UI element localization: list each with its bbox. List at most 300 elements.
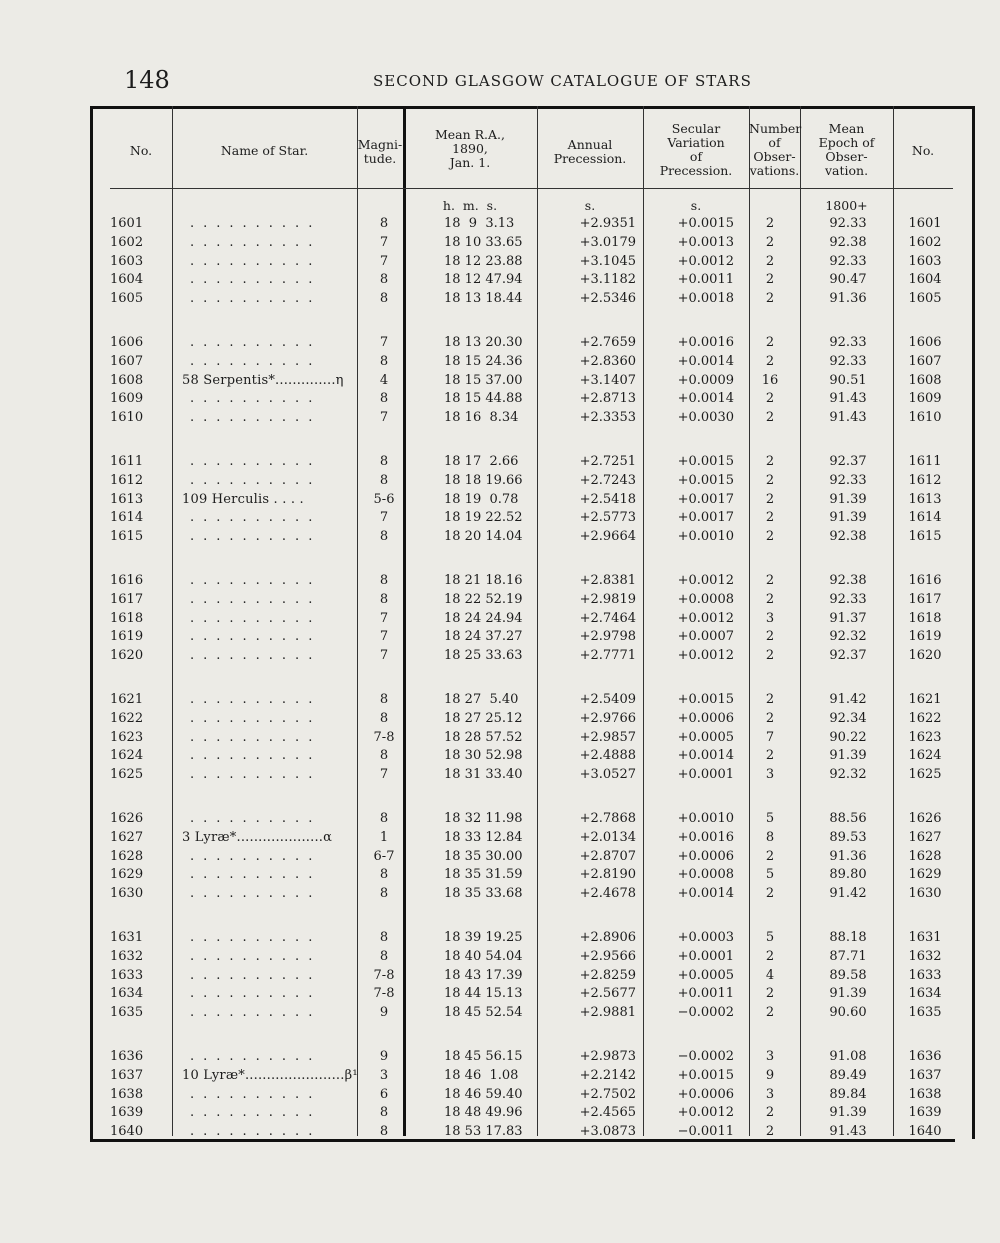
- secular-variation: +0.0018: [677, 291, 734, 307]
- annual-precession: +3.0527: [579, 767, 636, 783]
- number-observations: 2: [765, 410, 775, 426]
- star-number-right: 1615: [908, 529, 942, 545]
- star-number-right: 1632: [908, 948, 942, 964]
- table-row: [0, 291, 1000, 309]
- annual-precession: +2.7502: [579, 1086, 636, 1102]
- star-number: 1618: [110, 610, 144, 626]
- star-number: 1613: [110, 491, 144, 507]
- mean-ra: 18 9 3.13: [444, 216, 515, 231]
- secular-variation: +0.0012: [677, 648, 734, 664]
- magnitude: 8: [379, 930, 389, 945]
- table-row: [0, 886, 1000, 904]
- star-number-right: 1622: [908, 710, 942, 726]
- secular-variation: +0.0014: [677, 886, 734, 902]
- star-number-right: 1639: [908, 1105, 942, 1121]
- star-number-right: 1611: [908, 454, 942, 469]
- mean-epoch: 91.36: [829, 848, 867, 864]
- table-row: [0, 849, 1000, 867]
- mean-ra: 18 27 5.40: [444, 692, 519, 707]
- mean-epoch: 92.34: [829, 710, 867, 726]
- secular-variation: +0.0006: [677, 1086, 734, 1102]
- magnitude: 8: [379, 748, 389, 764]
- number-observations: 7: [765, 729, 775, 745]
- annual-precession: +2.9664: [579, 529, 636, 545]
- mean-ra: 18 24 37.27: [444, 629, 523, 645]
- star-number: 1633: [110, 967, 144, 983]
- page-number: 148: [124, 66, 170, 94]
- star-number: 1608: [110, 372, 144, 388]
- mean-epoch: 92.37: [829, 454, 867, 469]
- star-number: 1605: [110, 291, 144, 307]
- number-observations: 2: [765, 1105, 775, 1121]
- magnitude: 7: [379, 629, 389, 645]
- magnitude: 4: [379, 372, 389, 388]
- mean-epoch: 89.58: [829, 967, 867, 983]
- table-row: [0, 373, 1000, 391]
- table-row: [0, 692, 1000, 710]
- star-number: 1619: [110, 629, 144, 645]
- secular-variation: +0.0030: [677, 410, 734, 426]
- number-observations: 2: [765, 491, 775, 507]
- magnitude: 7: [379, 253, 389, 269]
- number-observations: 2: [765, 1005, 775, 1021]
- leader-dots: ..........: [190, 729, 322, 745]
- leader-dots: ..........: [190, 610, 322, 626]
- table-row: [0, 272, 1000, 290]
- leader-dots: ..........: [190, 591, 322, 607]
- annual-precession: +2.5773: [579, 510, 636, 526]
- annual-precession: +2.9566: [579, 948, 636, 964]
- table-row: [0, 830, 1000, 848]
- star-number-right: 1638: [908, 1086, 942, 1102]
- mean-ra: 18 25 33.63: [444, 648, 523, 664]
- secular-variation: +0.0005: [677, 967, 734, 983]
- number-observations: 9: [765, 1067, 775, 1083]
- mean-ra: 18 24 24.94: [444, 610, 523, 626]
- leader-dots: ..........: [190, 335, 322, 350]
- secular-variation: −0.0011: [677, 1124, 734, 1140]
- leader-dots: ..........: [190, 1086, 322, 1102]
- mean-epoch: 92.33: [829, 216, 867, 231]
- star-number-right: 1621: [908, 692, 942, 707]
- star-number: 1621: [110, 692, 144, 707]
- star-name: 109 Herculis . . . .: [182, 491, 304, 507]
- leader-dots: ..........: [190, 1124, 322, 1140]
- leader-dots: ..........: [190, 867, 322, 883]
- star-number: 1640: [110, 1124, 144, 1140]
- leader-dots: ..........: [190, 216, 322, 231]
- magnitude: 5-6: [373, 491, 395, 507]
- star-number: 1622: [110, 710, 144, 726]
- mean-ra: 18 12 47.94: [444, 272, 523, 288]
- mean-ra: 18 40 54.04: [444, 948, 523, 964]
- mean-ra: 18 45 52.54: [444, 1005, 523, 1021]
- star-number-right: 1637: [908, 1067, 942, 1083]
- star-number-right: 1620: [908, 648, 942, 664]
- star-number-right: 1619: [908, 629, 942, 645]
- leader-dots: ..........: [190, 391, 322, 407]
- star-number-right: 1604: [908, 272, 942, 288]
- secular-variation: +0.0006: [677, 848, 734, 864]
- secular-variation: +0.0016: [677, 335, 734, 350]
- number-observations: 4: [765, 967, 775, 983]
- magnitude: 9: [379, 1049, 389, 1064]
- table-row: [0, 1068, 1000, 1086]
- annual-precession: +2.4565: [579, 1105, 636, 1121]
- star-number-right: 1627: [908, 829, 942, 845]
- star-number-right: 1613: [908, 491, 942, 507]
- mean-epoch: 91.43: [829, 1124, 867, 1140]
- mean-epoch: 91.39: [829, 1105, 867, 1121]
- mean-epoch: 92.37: [829, 648, 867, 664]
- star-number: 1625: [110, 767, 144, 783]
- table-row: [0, 235, 1000, 253]
- annual-precession: +3.0873: [579, 1124, 636, 1140]
- magnitude: 7: [379, 648, 389, 664]
- mean-ra: 18 17 2.66: [444, 454, 519, 469]
- star-number-right: 1617: [908, 591, 942, 607]
- secular-variation: +0.0012: [677, 253, 734, 269]
- table-row: [0, 592, 1000, 610]
- leader-dots: ..........: [190, 573, 322, 588]
- magnitude: 7: [379, 234, 389, 250]
- magnitude: 7-8: [373, 986, 395, 1002]
- annual-precession: +2.9881: [579, 1005, 636, 1021]
- table-row: [0, 711, 1000, 729]
- star-number-right: 1630: [908, 886, 942, 902]
- star-number: 1631: [110, 930, 144, 945]
- number-observations: 2: [765, 291, 775, 307]
- number-observations: 2: [765, 986, 775, 1002]
- leader-dots: ..........: [190, 272, 322, 288]
- star-number: 1602: [110, 234, 144, 250]
- mean-epoch: 88.18: [829, 930, 867, 945]
- mean-ra: 18 27 25.12: [444, 710, 523, 726]
- mean-epoch: 88.56: [829, 811, 867, 826]
- number-observations: 2: [765, 234, 775, 250]
- header-mean-epoch: Mean Epoch of Obser- vation.: [818, 121, 875, 178]
- annual-precession: +3.1407: [579, 372, 636, 388]
- mean-ra: 18 35 33.68: [444, 886, 523, 902]
- secular-variation: +0.0005: [677, 729, 734, 745]
- secular-variation: +0.0011: [677, 986, 734, 1002]
- leader-dots: ..........: [190, 234, 322, 250]
- unit-ra: h. m. s.: [442, 198, 498, 213]
- number-observations: 2: [765, 710, 775, 726]
- number-observations: 8: [765, 829, 775, 845]
- mean-epoch: 92.33: [829, 472, 867, 488]
- magnitude: 7-8: [373, 967, 395, 983]
- star-number-right: 1618: [908, 610, 942, 626]
- secular-variation: +0.0013: [677, 234, 734, 250]
- star-number: 1609: [110, 391, 144, 407]
- magnitude: 8: [379, 1105, 389, 1121]
- magnitude: 8: [379, 811, 389, 826]
- mean-epoch: 90.22: [829, 729, 867, 745]
- annual-precession: +2.3353: [579, 410, 636, 426]
- header-no: No.: [129, 143, 153, 158]
- star-number-right: 1633: [908, 967, 942, 983]
- number-observations: 5: [765, 867, 775, 883]
- annual-precession: +2.2142: [579, 1067, 636, 1083]
- table-row: [0, 410, 1000, 428]
- secular-variation: +0.0017: [677, 491, 734, 507]
- mean-epoch: 90.60: [829, 1005, 867, 1021]
- mean-ra: 18 45 56.15: [444, 1049, 523, 1064]
- table-row: [0, 492, 1000, 510]
- mean-epoch: 89.84: [829, 1086, 867, 1102]
- star-number: 1634: [110, 986, 144, 1002]
- star-number-right: 1626: [908, 811, 942, 826]
- mean-epoch: 92.38: [829, 234, 867, 250]
- annual-precession: +2.8259: [579, 967, 636, 983]
- secular-variation: +0.0001: [677, 767, 734, 783]
- mean-ra: 18 19 22.52: [444, 510, 523, 526]
- mean-ra: 18 19 0.78: [444, 491, 519, 507]
- leader-dots: ..........: [190, 767, 322, 783]
- header-annual-precession: Annual Precession.: [553, 137, 627, 166]
- star-number: 1623: [110, 729, 144, 745]
- mean-ra: 18 22 52.19: [444, 591, 523, 607]
- annual-precession: +2.5409: [579, 692, 636, 707]
- mean-epoch: 92.38: [829, 529, 867, 545]
- star-number: 1626: [110, 811, 144, 826]
- table-row: [0, 1005, 1000, 1023]
- secular-variation: +0.0007: [677, 629, 734, 645]
- mean-epoch: 91.39: [829, 491, 867, 507]
- mean-epoch: 89.80: [829, 867, 867, 883]
- mean-ra: 18 39 19.25: [444, 930, 523, 945]
- number-observations: 5: [765, 811, 775, 826]
- star-number: 1612: [110, 472, 144, 488]
- mean-epoch: 92.33: [829, 591, 867, 607]
- leader-dots: ..........: [190, 472, 322, 488]
- number-observations: 2: [765, 648, 775, 664]
- secular-variation: +0.0014: [677, 748, 734, 764]
- table-row: [0, 986, 1000, 1004]
- table-row: [0, 454, 1000, 472]
- magnitude: 8: [379, 353, 389, 369]
- mean-ra: 18 48 49.96: [444, 1105, 523, 1121]
- star-number-right: 1607: [908, 353, 942, 369]
- leader-dots: ..........: [190, 410, 322, 426]
- mean-ra: 18 31 33.40: [444, 767, 523, 783]
- star-number: 1614: [110, 510, 144, 526]
- annual-precession: +2.8190: [579, 867, 636, 883]
- unit-annual: s.: [584, 198, 596, 213]
- magnitude: 7: [379, 410, 389, 426]
- leader-dots: ..........: [190, 253, 322, 269]
- unit-secular: s.: [690, 198, 702, 213]
- annual-precession: +2.0134: [579, 829, 636, 845]
- number-observations: 2: [765, 472, 775, 488]
- leader-dots: ..........: [190, 886, 322, 902]
- number-observations: 2: [765, 510, 775, 526]
- secular-variation: +0.0012: [677, 573, 734, 588]
- header-no-right: No.: [911, 143, 935, 158]
- star-number: 1628: [110, 848, 144, 864]
- table-row: [0, 648, 1000, 666]
- number-observations: 2: [765, 216, 775, 231]
- table-row: [0, 1087, 1000, 1105]
- annual-precession: +2.7464: [579, 610, 636, 626]
- leader-dots: ..........: [190, 811, 322, 826]
- mean-ra: 18 46 59.40: [444, 1086, 523, 1102]
- mean-ra: 18 12 23.88: [444, 253, 523, 269]
- leader-dots: ..........: [190, 692, 322, 707]
- mean-epoch: 91.42: [829, 886, 867, 902]
- header-magnitude: Magni- tude.: [357, 137, 403, 166]
- table-row: [0, 748, 1000, 766]
- table-row: [0, 867, 1000, 885]
- number-observations: 2: [765, 454, 775, 469]
- leader-dots: ..........: [190, 353, 322, 369]
- mean-epoch: 91.39: [829, 748, 867, 764]
- annual-precession: +2.4888: [579, 748, 636, 764]
- table-row: [0, 473, 1000, 491]
- leader-dots: ..........: [190, 710, 322, 726]
- running-title: SECOND GLASGOW CATALOGUE OF STARS: [373, 72, 752, 90]
- annual-precession: +2.9857: [579, 729, 636, 745]
- star-number: 1639: [110, 1105, 144, 1121]
- table-row: [0, 529, 1000, 547]
- leader-dots: ..........: [190, 967, 322, 983]
- table-row: [0, 254, 1000, 272]
- mean-ra: 18 15 37.00: [444, 372, 523, 388]
- annual-precession: +2.7243: [579, 472, 636, 488]
- star-number: 1638: [110, 1086, 144, 1102]
- star-number: 1617: [110, 591, 144, 607]
- annual-precession: +2.7251: [579, 454, 636, 469]
- annual-precession: +2.5346: [579, 291, 636, 307]
- magnitude: 8: [379, 591, 389, 607]
- star-number-right: 1631: [908, 930, 942, 945]
- magnitude: 6-7: [373, 848, 395, 864]
- annual-precession: +2.4678: [579, 886, 636, 902]
- star-number-right: 1616: [908, 573, 942, 588]
- number-observations: 2: [765, 391, 775, 407]
- star-number-right: 1603: [908, 253, 942, 269]
- mean-ra: 18 13 20.30: [444, 335, 523, 350]
- annual-precession: +2.9351: [579, 216, 636, 231]
- secular-variation: +0.0017: [677, 510, 734, 526]
- magnitude: 3: [379, 1067, 389, 1083]
- annual-precession: +2.9798: [579, 629, 636, 645]
- annual-precession: +3.0179: [579, 234, 636, 250]
- mean-ra: 18 13 18.44: [444, 291, 523, 307]
- table-row: [0, 767, 1000, 785]
- table-row: [0, 811, 1000, 829]
- star-number: 1603: [110, 253, 144, 269]
- annual-precession: +2.8360: [579, 353, 636, 369]
- secular-variation: +0.0012: [677, 610, 734, 626]
- star-number: 1629: [110, 867, 144, 883]
- star-number: 1627: [110, 829, 144, 845]
- leader-dots: ..........: [190, 454, 322, 469]
- mean-ra: 18 20 14.04: [444, 529, 523, 545]
- secular-variation: +0.0010: [677, 529, 734, 545]
- mean-ra: 18 35 31.59: [444, 867, 523, 883]
- secular-variation: +0.0001: [677, 948, 734, 964]
- number-observations: 2: [765, 272, 775, 288]
- mean-epoch: 91.42: [829, 692, 867, 707]
- mean-epoch: 92.33: [829, 253, 867, 269]
- header-number-observations: Number of Obser- vations.: [749, 121, 802, 178]
- star-number: 1635: [110, 1005, 144, 1021]
- magnitude: 8: [379, 216, 389, 231]
- leader-dots: ..........: [190, 948, 322, 964]
- star-number: 1611: [110, 454, 144, 469]
- annual-precession: +2.8707: [579, 848, 636, 864]
- header-name: Name of Star.: [220, 143, 309, 158]
- header-secular-variation: Secular Variation of Precession.: [659, 121, 733, 178]
- secular-variation: +0.0010: [677, 811, 734, 826]
- secular-variation: +0.0008: [677, 591, 734, 607]
- star-number: 1610: [110, 410, 144, 426]
- annual-precession: +2.9766: [579, 710, 636, 726]
- star-number: 1632: [110, 948, 144, 964]
- number-observations: 2: [765, 692, 775, 707]
- mean-epoch: 92.33: [829, 353, 867, 369]
- secular-variation: −0.0002: [677, 1005, 734, 1021]
- secular-variation: +0.0015: [677, 216, 734, 231]
- leader-dots: ..........: [190, 648, 322, 664]
- table-row: [0, 968, 1000, 986]
- secular-variation: +0.0008: [677, 867, 734, 883]
- star-number: 1636: [110, 1049, 144, 1064]
- annual-precession: +3.1182: [579, 272, 636, 288]
- star-number: 1607: [110, 353, 144, 369]
- star-number-right: 1606: [908, 335, 942, 350]
- annual-precession: +2.8906: [579, 930, 636, 945]
- annual-precession: +2.7771: [579, 648, 636, 664]
- star-number: 1606: [110, 335, 144, 350]
- star-number: 1601: [110, 216, 144, 231]
- table-row: [0, 335, 1000, 353]
- secular-variation: +0.0016: [677, 829, 734, 845]
- table-row: [0, 354, 1000, 372]
- mean-epoch: 91.37: [829, 610, 867, 626]
- magnitude: 6: [379, 1086, 389, 1102]
- leader-dots: ..........: [190, 986, 322, 1002]
- number-observations: 2: [765, 335, 775, 350]
- table-row: [0, 1049, 1000, 1067]
- secular-variation: +0.0015: [677, 692, 734, 707]
- magnitude: 8: [379, 710, 389, 726]
- mean-ra: 18 16 8.34: [444, 410, 519, 426]
- star-number-right: 1605: [908, 291, 942, 307]
- star-number: 1615: [110, 529, 144, 545]
- magnitude: 8: [379, 472, 389, 488]
- table-row: [0, 611, 1000, 629]
- leader-dots: ..........: [190, 1005, 322, 1021]
- star-number-right: 1601: [908, 216, 942, 231]
- number-observations: 2: [765, 253, 775, 269]
- mean-epoch: 90.47: [829, 272, 867, 288]
- table-row: [0, 930, 1000, 948]
- magnitude: 7: [379, 767, 389, 783]
- magnitude: 7-8: [373, 729, 395, 745]
- star-number-right: 1623: [908, 729, 942, 745]
- magnitude: 8: [379, 867, 389, 883]
- annual-precession: +2.7868: [579, 811, 636, 826]
- annual-precession: +2.8381: [579, 573, 636, 588]
- magnitude: 8: [379, 391, 389, 407]
- star-number-right: 1610: [908, 410, 942, 426]
- star-number-right: 1614: [908, 510, 942, 526]
- number-observations: 3: [765, 1049, 775, 1064]
- star-number-right: 1640: [908, 1124, 942, 1140]
